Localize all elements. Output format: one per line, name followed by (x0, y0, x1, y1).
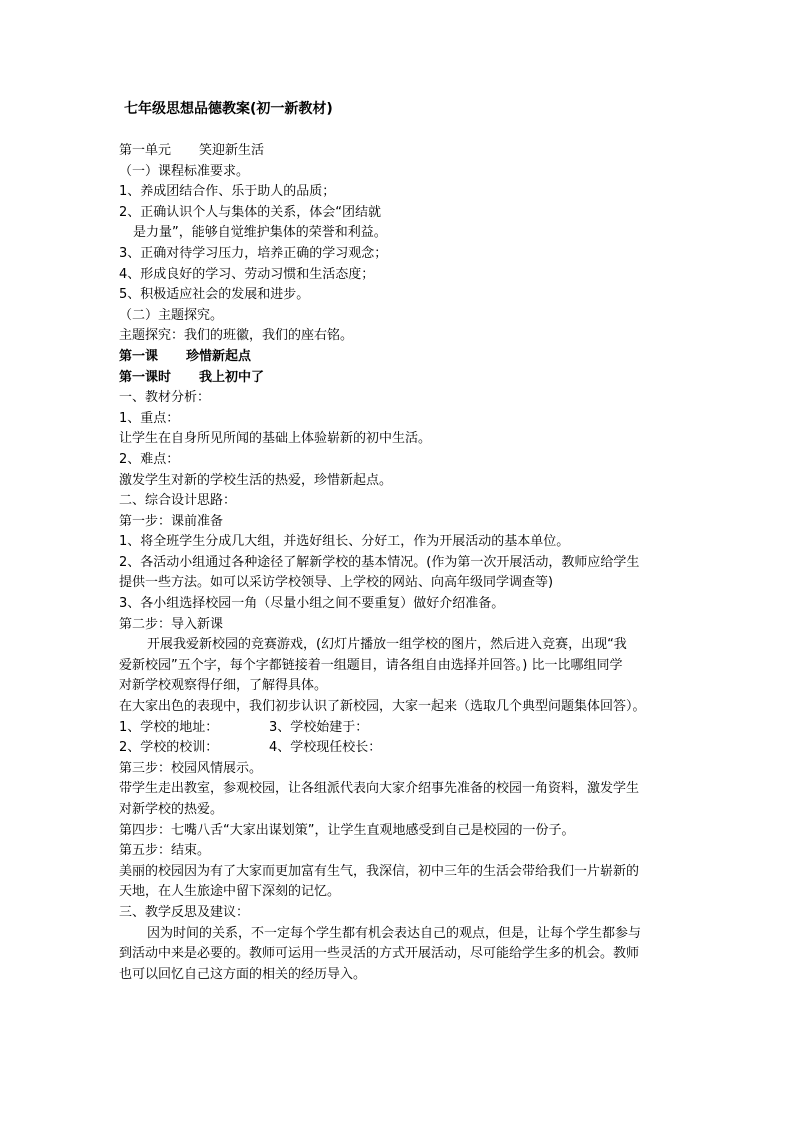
step-5-heading: 第五步：结束。 (119, 843, 211, 859)
key-point-text: 让学生在自身所见所闻的基础上体验崭新的初中生活。 (119, 431, 432, 447)
reflection-heading: 三、教学反思及建议： (119, 904, 250, 920)
design-heading: 二、综合设计思路： (119, 493, 237, 509)
reflection-text-end: 也可以回忆自己这方面的相关的经历导入。 (119, 966, 367, 982)
step-2-heading: 第二步：导入新课 (119, 616, 224, 632)
requirement-2-cont: 是力量”，能够自觉维护集体的荣誉和利益。 (133, 225, 387, 241)
unit-label: 第一单元 (119, 143, 172, 158)
step-5-text: 美丽的校园因为有了大家而更加富有生气，我深信，初中三年的生活会带给我们一片崭新的 (119, 863, 640, 879)
question-motto: 2、学校的校训： (119, 740, 219, 756)
question-founded: 3、学校始建于： (269, 719, 369, 735)
theme-text: 主题探究：我们的班徽，我们的座右铭。 (119, 328, 354, 344)
step-1-item-2-cont: 提供一些方法。如可以采访学校领导、上学校的网站、向高年级同学调查等) (119, 575, 554, 591)
section-theme: （二）主题探究。 (119, 307, 224, 323)
period-label: 第一课时 (119, 369, 172, 385)
step-1-item-3: 3、各小组选择校园一角（尽量小组之间不要重复）做好介绍准备。 (119, 596, 505, 612)
unit-heading (119, 141, 679, 162)
period-name: 我上初中了 (199, 369, 265, 385)
step-4-text: 第四步：七嘴八舌“大家出谋划策”，让学生直观地感受到自己是校园的一份子。 (119, 822, 575, 838)
step-1-item-2: 2、各活动小组通过各种途径了解新学校的基本情况。(作为第一次开展活动，教师应给学生 (119, 554, 640, 570)
question-address: 1、学校的地址： (119, 719, 219, 735)
question-row-2 (119, 738, 679, 759)
step-1-heading: 第一步：课前准备 (119, 513, 224, 529)
lesson-heading (119, 347, 679, 368)
requirement-1: 1、养成团结合作、乐于助人的品质； (119, 184, 336, 200)
step-2-paragraph-2: 在大家出色的表现中，我们初步认识了新校园，大家一起来（选取几个典型问题集体回答）。 (119, 699, 646, 715)
requirement-4: 4、形成良好的学习、劳动习惯和生活态度； (119, 266, 375, 282)
step-2-paragraph-1: 开展我爱新校园的竞赛游戏，(幻灯片播放一组学校的图片，然后进入竞赛，出现“我 (147, 637, 627, 653)
step-3-text-cont: 对新学校的热爱。 (119, 802, 224, 817)
lesson-label: 第一课 (119, 348, 159, 364)
key-point-heading: 1、重点： (119, 410, 180, 426)
step-3-heading: 第三步：校园风情展示。 (119, 760, 263, 776)
difficulty-heading: 2、难点： (119, 451, 180, 467)
question-row-1 (119, 718, 679, 739)
difficulty-text: 激发学生对新的学校生活的热爱，珍惜新起点。 (119, 472, 393, 488)
reflection-text-cont: 到活动中来是必要的。教师可运用一些灵活的方式开展活动，尽可能给学生多的机会。教师 (119, 946, 640, 962)
requirement-5: 5、积极适应社会的发展和进步。 (119, 287, 310, 303)
reflection-text: 因为时间的关系，不一定每个学生都有机会表达自己的观点，但是，让每个学生都参与 (147, 925, 642, 941)
step-2-paragraph-1-cont: 爱新校园”五个字，每个字都链接着一组题目，请各组自由选择并回答。) 比一比哪组同学 (119, 657, 623, 673)
lesson-name: 珍惜新起点 (186, 348, 252, 364)
period-heading (119, 368, 679, 389)
section-standards: （一）课程标准要求。 (119, 163, 250, 179)
step-5-text-cont: 天地，在人生旅途中留下深刻的记忆。 (119, 884, 341, 900)
requirement-2: 2、正确认识个人与集体的关系，体会“团结就 (119, 204, 382, 220)
requirement-3: 3、正确对待学习压力，培养正确的学习观念； (119, 245, 388, 261)
step-2-paragraph-1-end: 对新学校观察得仔细，了解得具体。 (119, 678, 328, 694)
document-title: 七年级思想品德教案(初一新教材) (124, 101, 333, 117)
document-body (119, 141, 679, 985)
step-3-text: 带学生走出教室，参观校园，让各组派代表向大家介绍事先准备的校园一角资料，激发学生 (119, 781, 640, 797)
analysis-heading: 一、教材分析： (119, 390, 211, 406)
unit-name: 笑迎新生活 (199, 143, 265, 158)
step-1-item-1: 1、将全班学生分成几大组，并选好组长、分好工，作为开展活动的基本单位。 (119, 534, 570, 550)
question-principal: 4、学校现任校长： (269, 740, 382, 756)
